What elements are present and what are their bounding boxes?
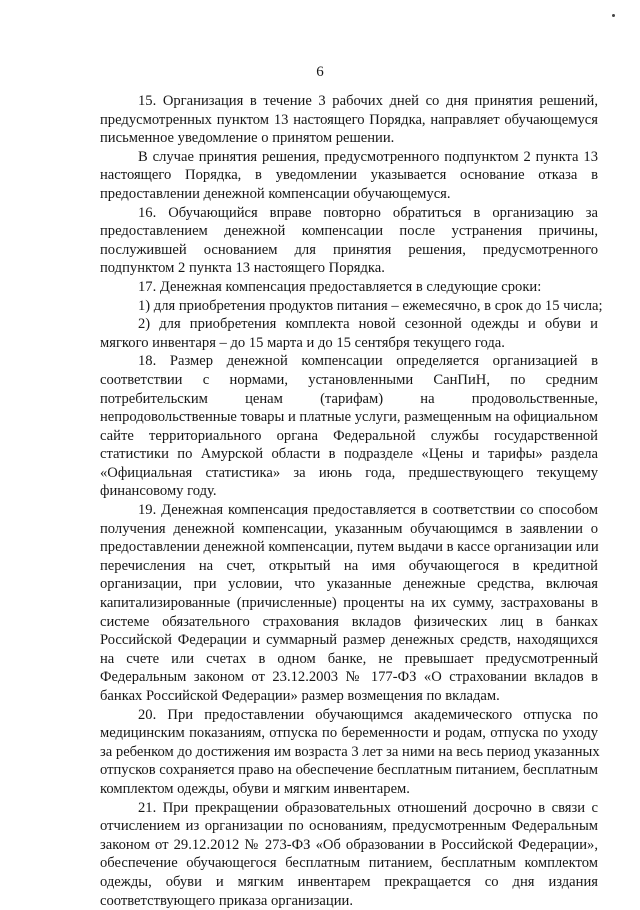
- text-line: подпунктом 2 пункта 13 настоящего Порядка.: [100, 260, 385, 277]
- text-line: соответствии с нормами, установленными СанПиН, по средним: [100, 371, 598, 388]
- text-line: 1) для приобретения продуктов питания – ежемесячно, в срок до 15 числа;: [138, 297, 603, 314]
- text-line: 18. Размер денежной компенсации определяется организацией в: [138, 353, 598, 370]
- text-line: перечисления на счет, открытый на имя обучающегося в кредитной: [100, 557, 598, 574]
- text-line: получения денежной компенсации, указанным обучающимся в заявлении о: [100, 520, 598, 537]
- text-line: потребительским ценам (тарифам) на продовольственные,: [100, 390, 598, 407]
- text-line: одежды, обуви и мягким инвентарем прекращается со дня издания: [100, 873, 598, 890]
- text-line: обеспечение обучающегося бесплатным питанием, бесплатным комплектом: [100, 855, 598, 872]
- text-line: В случае принятия решения, предусмотренного подпунктом 2 пункта 13: [138, 148, 598, 165]
- text-line: 19. Денежная компенсация предоставляется в соответствии со способом: [138, 502, 598, 519]
- text-line: финансовому году.: [100, 483, 217, 500]
- text-line: 21. При прекращении образовательных отношений досрочно в связи с: [138, 799, 598, 816]
- text-line: 17. Денежная компенсация предоставляется в следующие сроки:: [138, 278, 542, 295]
- text-line: письменное уведомление о принятом решении.: [100, 130, 395, 147]
- text-line: комплектом одежды, обуви и мягким инвентарем.: [100, 780, 410, 797]
- text-line: организации, при условии, что указанные денежные средства, включая: [100, 576, 598, 593]
- scan-speck: [612, 14, 615, 17]
- text-line: капитализированные (причисленные) проценты на их сумму, застрахованы в: [100, 595, 598, 612]
- text-line: законом от 29.12.2012 № 273-ФЗ «Об образовании в Российской Федерации»,: [100, 836, 598, 853]
- text-line: Российской Федерации и суммарный размер денежных средств, находящихся: [100, 632, 598, 649]
- text-line: сайте территориального органа Федеральной службы государственной: [100, 427, 598, 444]
- text-line: Федеральным законом от 23.12.2003 № 177-ФЗ «О страховании вкладов в: [100, 669, 598, 686]
- document-body: [100, 92, 603, 910]
- text-line: послужившей основанием для принятия решения, предусмотренного: [100, 241, 598, 258]
- text-line: 2) для приобретения комплекта новой сезонной одежды и обуви и: [138, 316, 598, 333]
- text-line: предоставлении денежной компенсации, путем выдачи в кассе организации или: [100, 539, 599, 556]
- text-line: предусмотренных пунктом 13 настоящего Порядка, направляет обучающемуся: [100, 111, 598, 128]
- text-line: на счете или счетах в одном банке, не превышает предусмотренный: [100, 650, 598, 667]
- text-line: отпусков сохраняется право на обеспечение бесплатным питанием, бесплатным: [100, 762, 598, 779]
- text-line: статистики по Амурской области в подразделе «Цены и тарифы» раздела: [100, 446, 598, 463]
- text-line: соответствующего приказа организации.: [100, 892, 353, 909]
- text-line: отчислением из организации по основаниям, предусмотренным Федеральным: [100, 818, 598, 835]
- text-line: непродовольственные товары и платные услуги, размещенным на официальном: [100, 409, 598, 426]
- text-line: мягкого инвентаря – до 15 марта и до 15 сентября текущего года.: [100, 334, 505, 351]
- text-line: предоставлении денежной компенсации обучающемуся.: [100, 185, 451, 202]
- text-line: 15. Организация в течение 3 рабочих дней со дня принятия решений,: [138, 93, 598, 109]
- text-line: предоставлением денежной компенсации после устранения причины,: [100, 223, 598, 240]
- text-line: банках Российской Федерации» размер возмещения по вкладам.: [100, 688, 500, 704]
- page-number: 6: [316, 64, 324, 80]
- text-line: настоящего Порядка, в уведомлении указывается основание отказа в: [100, 167, 598, 184]
- text-line: за ребенком до достижения им возраста 3 лет за ними на весь период указанных: [100, 743, 600, 760]
- text-line: 16. Обучающийся вправе повторно обратиться в организацию за: [138, 204, 598, 221]
- text-line: медицинским показаниям, отпуска по беременности и родам, отпуска по уходу: [100, 725, 598, 742]
- text-line: «Официальная статистика» за июнь года, предшествующего текущему: [100, 464, 598, 481]
- text-line: системе обязательного страхования вкладов физических лиц в банках: [100, 613, 598, 630]
- text-line: 20. При предоставлении обучающимся академического отпуска по: [138, 706, 598, 723]
